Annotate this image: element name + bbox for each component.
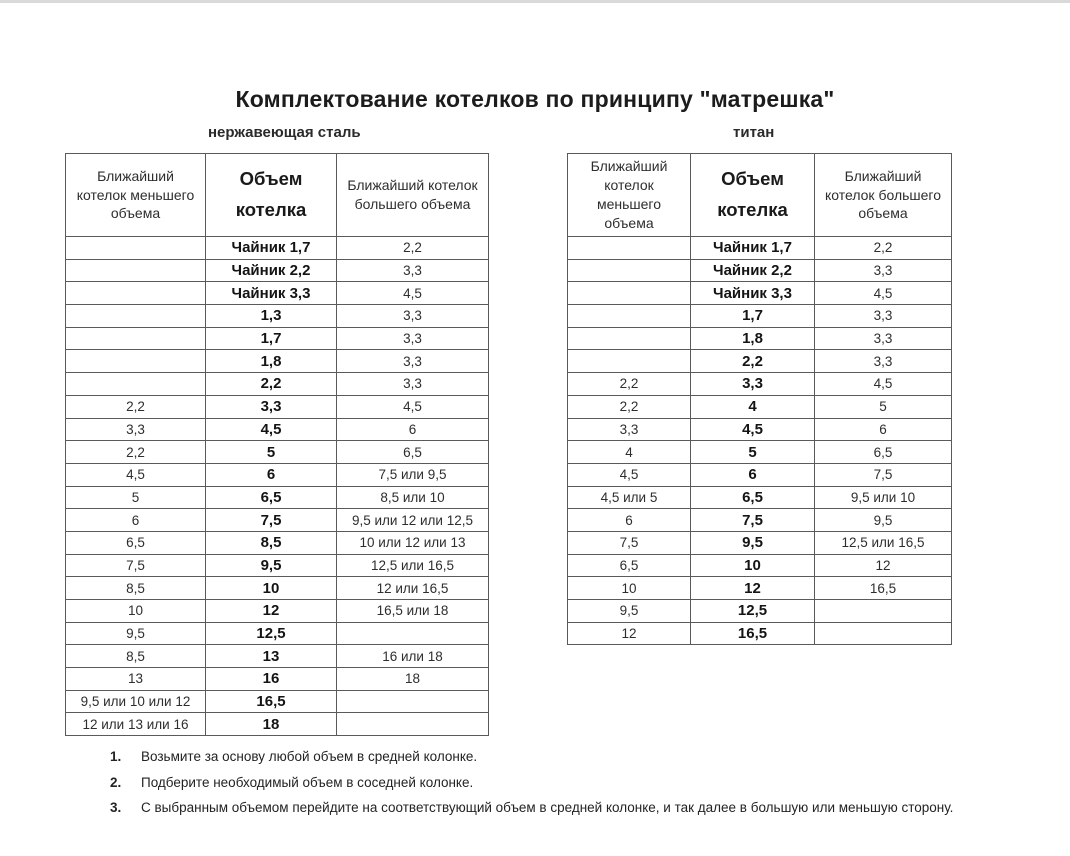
smaller-pot-header: Ближайший котелок меньшего объема [568, 154, 691, 237]
table-row [568, 600, 952, 623]
volume-cell: 10 [691, 554, 815, 577]
larger-pot-cell: 6,5 [337, 441, 489, 464]
table-row [66, 282, 489, 305]
larger-pot-cell: 7,5 [815, 463, 952, 486]
larger-pot-cell: 3,3 [815, 305, 952, 328]
larger-pot-cell: 12 [815, 554, 952, 577]
smaller-pot-cell [66, 350, 206, 373]
smaller-pot-cell: 2,2 [568, 373, 691, 396]
table-row [568, 509, 952, 532]
steel-table [65, 153, 488, 736]
table-row [66, 486, 489, 509]
volume-cell: 4 [691, 395, 815, 418]
volume-header: Объем котелка [691, 154, 815, 237]
smaller-pot-cell: 13 [66, 668, 206, 691]
table-row [568, 282, 952, 305]
instruction-item [110, 775, 953, 791]
volume-cell: 6,5 [206, 486, 337, 509]
volume-cell: Чайник 3,3 [691, 282, 815, 305]
smaller-pot-cell: 2,2 [66, 395, 206, 418]
larger-pot-cell [337, 713, 489, 736]
instruction-text: Подберите необходимый объем в соседней колонке. [141, 774, 474, 790]
smaller-pot-cell: 4,5 или 5 [568, 486, 691, 509]
volume-cell: 16 [206, 668, 337, 691]
smaller-pot-cell: 12 [568, 622, 691, 645]
smaller-pot-cell [66, 259, 206, 282]
smaller-pot-cell: 9,5 [568, 600, 691, 623]
larger-pot-cell [815, 600, 952, 623]
volume-cell: 1,8 [691, 327, 815, 350]
table-row [66, 531, 489, 554]
smaller-pot-cell: 9,5 или 10 или 12 [66, 690, 206, 713]
table-row [66, 373, 489, 396]
volume-cell: 10 [206, 577, 337, 600]
table-row [66, 259, 489, 282]
table-row [66, 327, 489, 350]
smaller-pot-cell [568, 259, 691, 282]
smaller-pot-cell: 6,5 [568, 554, 691, 577]
smaller-pot-cell: 8,5 [66, 577, 206, 600]
steel-table-body [66, 237, 489, 736]
smaller-pot-cell [66, 373, 206, 396]
titanium-table [567, 153, 951, 645]
smaller-pot-cell [568, 305, 691, 328]
volume-cell: 1,7 [206, 327, 337, 350]
volume-cell: Чайник 1,7 [691, 237, 815, 260]
volume-cell: 5 [691, 441, 815, 464]
smaller-pot-cell: 7,5 [66, 554, 206, 577]
table-row [568, 554, 952, 577]
smaller-pot-cell [568, 282, 691, 305]
smaller-pot-cell [568, 350, 691, 373]
smaller-pot-cell: 2,2 [66, 441, 206, 464]
table-row [66, 713, 489, 736]
smaller-pot-cell [66, 305, 206, 328]
steel-table-label: нержавеющая сталь [208, 124, 361, 141]
larger-pot-header: Ближайший котелок большего объема [337, 154, 489, 237]
volume-cell: 5 [206, 441, 337, 464]
larger-pot-cell: 4,5 [337, 395, 489, 418]
volume-cell: 12,5 [206, 622, 337, 645]
larger-pot-cell: 16,5 или 18 [337, 600, 489, 623]
smaller-pot-cell: 8,5 [66, 645, 206, 668]
smaller-pot-cell: 7,5 [568, 531, 691, 554]
larger-pot-cell [337, 622, 489, 645]
larger-pot-cell: 6 [337, 418, 489, 441]
volume-cell: 3,3 [691, 373, 815, 396]
larger-pot-cell: 16,5 [815, 577, 952, 600]
volume-cell: 7,5 [691, 509, 815, 532]
volume-cell: Чайник 2,2 [691, 259, 815, 282]
volume-cell: 1,3 [206, 305, 337, 328]
larger-pot-cell: 3,3 [337, 259, 489, 282]
table-row [66, 305, 489, 328]
volume-cell: 2,2 [206, 373, 337, 396]
smaller-pot-cell: 9,5 [66, 622, 206, 645]
volume-cell: 4,5 [691, 418, 815, 441]
instruction-number: 1. [110, 749, 122, 764]
larger-pot-cell: 12 или 16,5 [337, 577, 489, 600]
smaller-pot-cell: 3,3 [66, 418, 206, 441]
table-row [66, 395, 489, 418]
volume-cell: 8,5 [206, 531, 337, 554]
larger-pot-cell: 3,3 [815, 350, 952, 373]
smaller-pot-cell [66, 237, 206, 260]
table-row [66, 237, 489, 260]
larger-pot-cell: 2,2 [337, 237, 489, 260]
smaller-pot-cell: 12 или 13 или 16 [66, 713, 206, 736]
smaller-pot-cell: 2,2 [568, 395, 691, 418]
table-row [568, 373, 952, 396]
steel-header-row [66, 154, 489, 237]
larger-pot-cell: 5 [815, 395, 952, 418]
volume-cell: 9,5 [206, 554, 337, 577]
larger-pot-cell: 3,3 [337, 327, 489, 350]
smaller-pot-cell: 3,3 [568, 418, 691, 441]
volume-cell: 12 [206, 600, 337, 623]
larger-pot-header: Ближайший котелок большего объема [815, 154, 952, 237]
volume-cell: Чайник 2,2 [206, 259, 337, 282]
larger-pot-cell: 12,5 или 16,5 [815, 531, 952, 554]
titanium-table-label: титан [733, 124, 775, 141]
smaller-pot-cell: 4 [568, 441, 691, 464]
volume-cell: 12,5 [691, 600, 815, 623]
volume-header: Объем котелка [206, 154, 337, 237]
table-row [568, 577, 952, 600]
table-row [568, 259, 952, 282]
smaller-pot-cell: 4,5 [66, 463, 206, 486]
table-row [568, 395, 952, 418]
titanium-table-body [568, 237, 952, 645]
smaller-pot-cell [66, 282, 206, 305]
table-row [568, 350, 952, 373]
smaller-pot-cell: 6,5 [66, 531, 206, 554]
table-row [66, 645, 489, 668]
instruction-item [110, 800, 953, 816]
larger-pot-cell: 3,3 [337, 305, 489, 328]
volume-cell: 9,5 [691, 531, 815, 554]
larger-pot-cell [337, 690, 489, 713]
volume-cell: 12 [691, 577, 815, 600]
instruction-number: 2. [110, 774, 122, 790]
table-row [66, 350, 489, 373]
smaller-pot-cell: 6 [66, 509, 206, 532]
volume-cell: 16,5 [206, 690, 337, 713]
larger-pot-cell: 6,5 [815, 441, 952, 464]
table-row [568, 486, 952, 509]
larger-pot-cell: 3,3 [337, 350, 489, 373]
table-row [66, 690, 489, 713]
larger-pot-cell: 6 [815, 418, 952, 441]
larger-pot-cell: 12,5 или 16,5 [337, 554, 489, 577]
volume-cell: 6 [206, 463, 337, 486]
larger-pot-cell: 10 или 12 или 13 [337, 531, 489, 554]
table-row [568, 441, 952, 464]
volume-cell: 18 [206, 713, 337, 736]
table-row [66, 600, 489, 623]
instruction-text: Возьмите за основу любой объем в средней колонке. [141, 749, 478, 764]
volume-cell: 1,7 [691, 305, 815, 328]
table-row [568, 237, 952, 260]
smaller-pot-cell [568, 327, 691, 350]
instruction-text: С выбранным объемом перейдите на соответствующий объем в средней колонке, и так далее в большую или меньшую сторону. [141, 800, 954, 816]
table-row [66, 509, 489, 532]
table-row [66, 554, 489, 577]
table-row [66, 463, 489, 486]
table-row [568, 463, 952, 486]
smaller-pot-cell: 10 [66, 600, 206, 623]
table-row [66, 668, 489, 691]
smaller-pot-cell: 10 [568, 577, 691, 600]
larger-pot-cell: 4,5 [815, 373, 952, 396]
titanium-header-row [568, 154, 952, 237]
larger-pot-cell: 3,3 [337, 373, 489, 396]
smaller-pot-cell: 4,5 [568, 463, 691, 486]
smaller-pot-cell [66, 327, 206, 350]
larger-pot-cell: 18 [337, 668, 489, 691]
table-row [66, 622, 489, 645]
volume-cell: 7,5 [206, 509, 337, 532]
larger-pot-cell: 4,5 [815, 282, 952, 305]
larger-pot-cell: 3,3 [815, 259, 952, 282]
larger-pot-cell [815, 622, 952, 645]
table-row [66, 441, 489, 464]
volume-cell: 16,5 [691, 622, 815, 645]
table-row [66, 418, 489, 441]
page-title: Комплектование котелков по принципу "матрешка" [235, 86, 835, 112]
volume-cell: Чайник 1,7 [206, 237, 337, 260]
volume-cell: 4,5 [206, 418, 337, 441]
volume-cell: 3,3 [206, 395, 337, 418]
larger-pot-cell: 9,5 или 12 или 12,5 [337, 509, 489, 532]
smaller-pot-cell: 5 [66, 486, 206, 509]
larger-pot-cell: 4,5 [337, 282, 489, 305]
larger-pot-cell: 9,5 или 10 [815, 486, 952, 509]
larger-pot-cell: 3,3 [815, 327, 952, 350]
volume-cell: Чайник 3,3 [206, 282, 337, 305]
larger-pot-cell: 9,5 [815, 509, 952, 532]
volume-cell: 13 [206, 645, 337, 668]
table-row [66, 577, 489, 600]
larger-pot-cell: 8,5 или 10 [337, 486, 489, 509]
larger-pot-cell: 2,2 [815, 237, 952, 260]
table-row [568, 327, 952, 350]
table-row [568, 305, 952, 328]
smaller-pot-header: Ближайший котелок меньшего объема [66, 154, 206, 237]
volume-cell: 1,8 [206, 350, 337, 373]
volume-cell: 6,5 [691, 486, 815, 509]
smaller-pot-cell [568, 237, 691, 260]
volume-cell: 2,2 [691, 350, 815, 373]
table-row [568, 531, 952, 554]
larger-pot-cell: 7,5 или 9,5 [337, 463, 489, 486]
table-row [568, 418, 952, 441]
larger-pot-cell: 16 или 18 [337, 645, 489, 668]
instruction-item [110, 749, 953, 765]
smaller-pot-cell: 6 [568, 509, 691, 532]
instructions-list [110, 749, 953, 826]
instruction-number: 3. [110, 800, 122, 816]
table-row [568, 622, 952, 645]
volume-cell: 6 [691, 463, 815, 486]
